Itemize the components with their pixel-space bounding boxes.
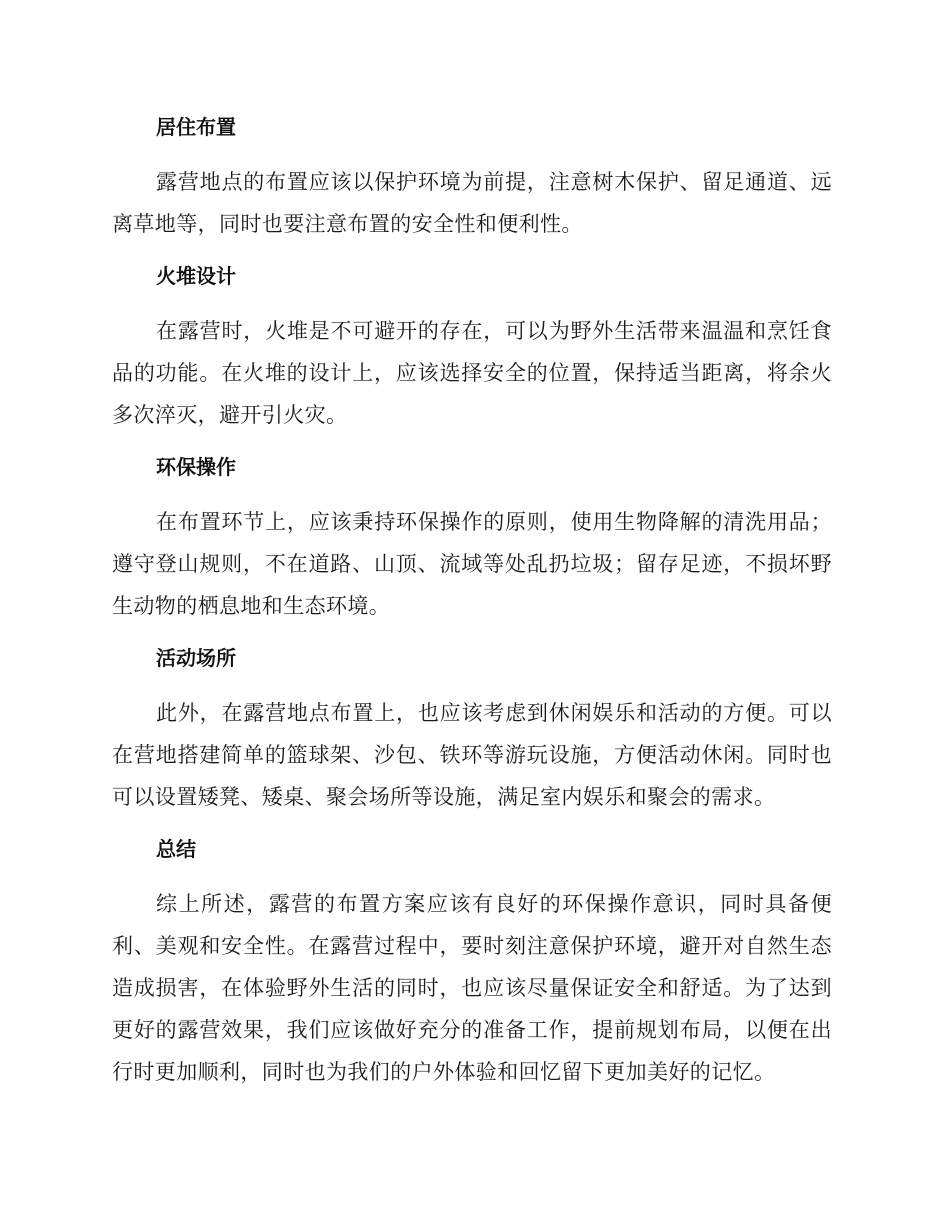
section-paragraph: 此外，在露营地点布置上，也应该考虑到休闲娱乐和活动的方便。可以在营地搭建简单的篮球架、沙包、铁环等游玩设施，方便活动休闲。同时也可以设置矮凳、矮桌、聚会场所等设施，满足室内娱乐和聚会的需求。 bbox=[112, 701, 832, 809]
section-paragraph: 露营地点的布置应该以保护环境为前提，注意树木保护、留足通道、远离草地等，同时也要注意布置的安全性和便利性。 bbox=[112, 170, 832, 236]
section-activity-area bbox=[112, 638, 832, 818]
section-campfire-design bbox=[112, 256, 832, 436]
section-paragraph: 综上所述，露营的布置方案应该有良好的环保操作意识，同时具备便利、美观和安全性。在露营过程中，要时刻注意保护环境，避开对自然生态造成损害，在体验野外生活的同时，也应该尽量保证安全和舒适。为了达到更好的露营效果，我们应该做好充分的准备工作，提前规划布局，以便在出行时更加顺利，同时也为我们的户外体验和回忆留下更加美好的记忆。 bbox=[112, 892, 832, 1084]
section-paragraph: 在布置环节上，应该秉持环保操作的原则，使用生物降解的清洗用品；遵守登山规则，不在道路、山顶、流域等处乱扔垃圾；留存足迹，不损坏野生动物的栖息地和生态环境。 bbox=[112, 510, 832, 618]
section-eco-operation bbox=[112, 447, 832, 627]
section-heading: 居住布置 bbox=[156, 115, 236, 139]
section-heading: 活动场所 bbox=[156, 646, 236, 670]
section-residence-layout bbox=[112, 107, 832, 245]
section-heading: 火堆设计 bbox=[156, 264, 236, 288]
document-body bbox=[112, 107, 832, 1104]
section-paragraph: 在露营时，火堆是不可避开的存在，可以为野外生活带来温温和烹饪食品的功能。在火堆的设计上，应该选择安全的位置，保持适当距离，将余火多次淬灭，避开引火灾。 bbox=[112, 319, 832, 427]
section-summary bbox=[112, 829, 832, 1093]
section-heading: 总结 bbox=[156, 837, 196, 861]
section-heading: 环保操作 bbox=[156, 455, 236, 479]
